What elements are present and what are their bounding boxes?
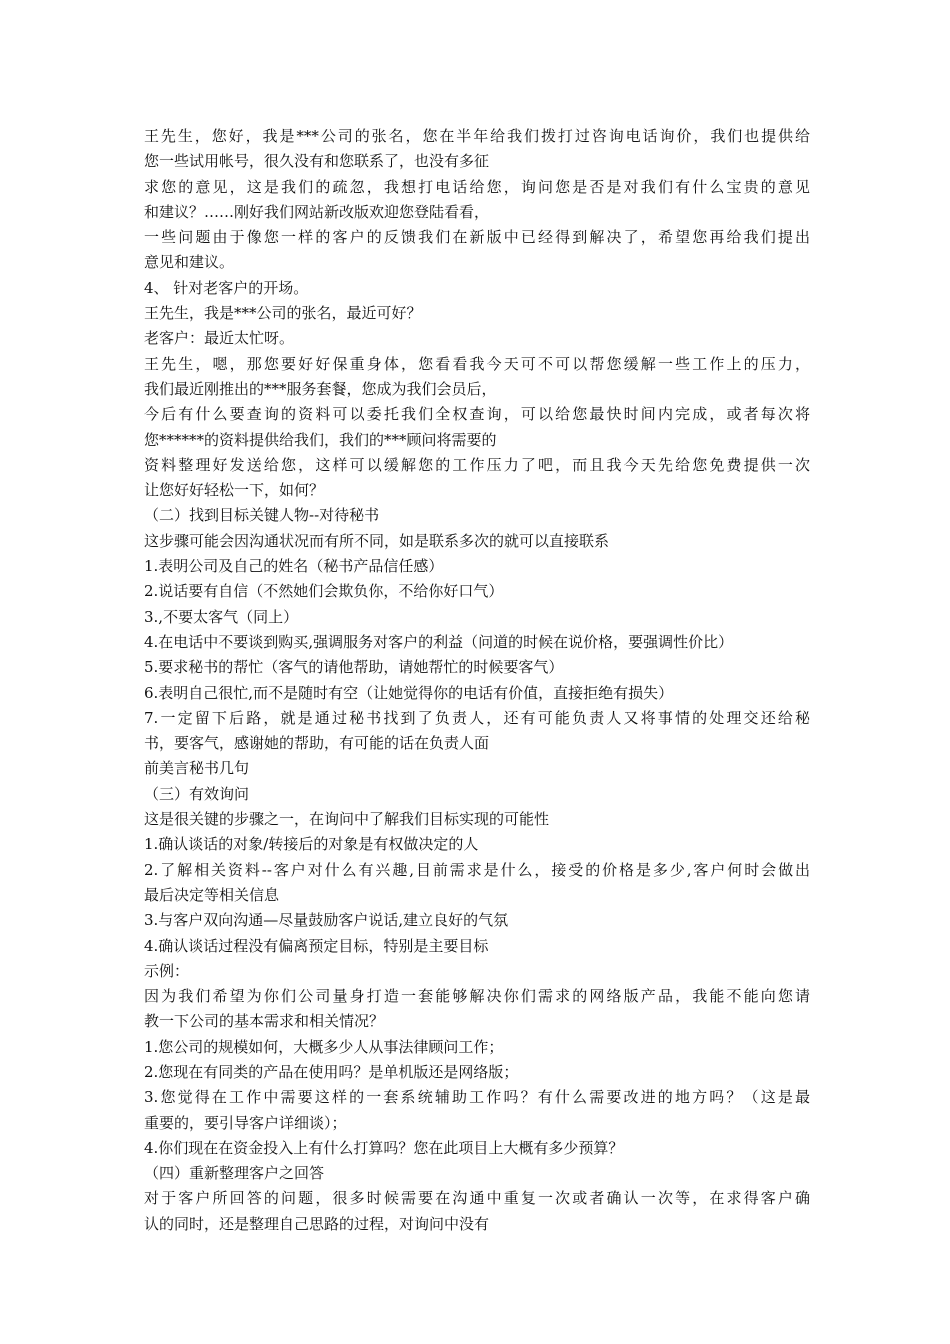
text-line: 4.你们现在在资金投入上有什么打算吗？您在此项目上大概有多少预算？	[144, 1138, 624, 1157]
text-line: 前美言秘书几句	[144, 759, 250, 778]
text-line: 一些问题由于像您一样的客户的反馈我们在新版中已经得到解决了，希望您再给我们提出	[144, 228, 810, 247]
text-line: 您一些试用帐号，很久没有和您联系了，也没有多征	[144, 152, 490, 171]
text-line: 王先生，我是***公司的张名，最近可好？	[144, 304, 422, 323]
text-line: 重要的，要引导客户详细谈）；	[144, 1113, 347, 1132]
text-line: 让您好好轻松一下，如何？	[144, 481, 325, 500]
text-line: 3.您觉得在工作中需要这样的一套系统辅助工作吗？有什么需要改进的地方吗？（这是最	[144, 1088, 810, 1107]
text-line: 和建议？……刚好我们网站新改版欢迎您登陆看看，	[144, 202, 490, 221]
text-line: 1.确认谈话的对象/转接后的对象是有权做决定的人	[144, 835, 479, 854]
text-line: （四）重新整理客户之回答	[144, 1164, 325, 1183]
text-line: 对于客户所回答的问题，很多时候需要在沟通中重复一次或者确认一次等，在求得客户确	[144, 1189, 810, 1208]
text-line: 4、 针对老客户的开场。	[144, 278, 309, 297]
text-line: 5.要求秘书的帮忙（客气的请他帮助，请她帮忙的时候要客气）	[144, 658, 564, 677]
text-line: （二）找到目标关键人物--对待秘书	[144, 506, 380, 525]
text-line: 今后有什么要查询的资料可以委托我们全权查询，可以给您最快时间内完成，或者每次将	[144, 405, 810, 424]
text-line: 资料整理好发送给您，这样可以缓解您的工作压力了吧，而且我今天先给您免费提供一次	[144, 455, 810, 474]
document-body	[144, 124, 810, 1237]
text-line: 这步骤可能会因沟通状况而有所不同，如是联系多次的就可以直接联系	[144, 531, 610, 550]
text-line: 求您的意见，这是我们的疏忽，我想打电话给您，询问您是否是对我们有什么宝贵的意见	[144, 177, 810, 196]
text-line: 1.您公司的规模如何，大概多少人从事法律顾问工作；	[144, 1037, 504, 1056]
text-line: 2.了解相关资料--客户对什么有兴趣,目前需求是什么，接受的价格是多少,客户何时会做出	[144, 860, 810, 879]
text-line: 6.表明自己很忙,而不是随时有空（让她觉得你的电话有价值，直接拒绝有损失）	[144, 683, 674, 702]
text-line: 4.在电话中不要谈到购买,强调服务对客户的利益（问道的时候在说价格，要强调性价比）	[144, 632, 734, 651]
text-line: 2.您现在有同类的产品在使用吗？是单机版还是网络版；	[144, 1062, 519, 1081]
text-line: 书，要客气，感谢她的帮助，有可能的话在负责人面	[144, 734, 490, 753]
text-line: 您******的资料提供给我们，我们的***顾问将需要的	[144, 430, 497, 449]
text-line: 7.一定留下后路，就是通过秘书找到了负责人，还有可能负责人又将事情的处理交还给秘	[144, 708, 810, 727]
text-line: 王先生，嗯，那您要好好保重身体，您看看我今天可不可以帮您缓解一些工作上的压力，	[144, 354, 810, 373]
text-line: 认的同时，还是整理自己思路的过程，对询问中没有	[144, 1214, 490, 1233]
text-line: （三）有效询问	[144, 784, 250, 803]
text-line: 3.与客户双向沟通—尽量鼓励客户说话,建立良好的气氛	[144, 911, 509, 930]
text-line: 这是很关键的步骤之一，在询问中了解我们目标实现的可能性	[144, 810, 550, 829]
text-line: 王先生，您好，我是***公司的张名，您在半年给我们拨打过咨询电话询价，我们也提供给	[144, 127, 810, 145]
text-line: 意见和建议。	[144, 253, 235, 272]
text-line: 教一下公司的基本需求和相关情况？	[144, 1012, 385, 1031]
text-line: 我们最近刚推出的***服务套餐，您成为我们会员后，	[144, 379, 497, 398]
text-line: 1.表明公司及自己的姓名（秘书产品信任感）	[144, 557, 444, 576]
text-line: 示例：	[144, 961, 190, 980]
text-line: 最后决定等相关信息	[144, 885, 280, 904]
text-line: 因为我们希望为你们公司量身打造一套能够解决你们需求的网络版产品，我能不能向您请	[144, 987, 810, 1006]
text-line: 3.,不要太客气（同上）	[144, 607, 299, 626]
text-line: 老客户：最近太忙呀。	[144, 329, 295, 348]
text-line: 2.说话要有自信（不然她们会欺负你，不给你好口气）	[144, 582, 504, 601]
text-line: 4.确认谈话过程没有偏离预定目标，特别是主要目标	[144, 936, 489, 955]
